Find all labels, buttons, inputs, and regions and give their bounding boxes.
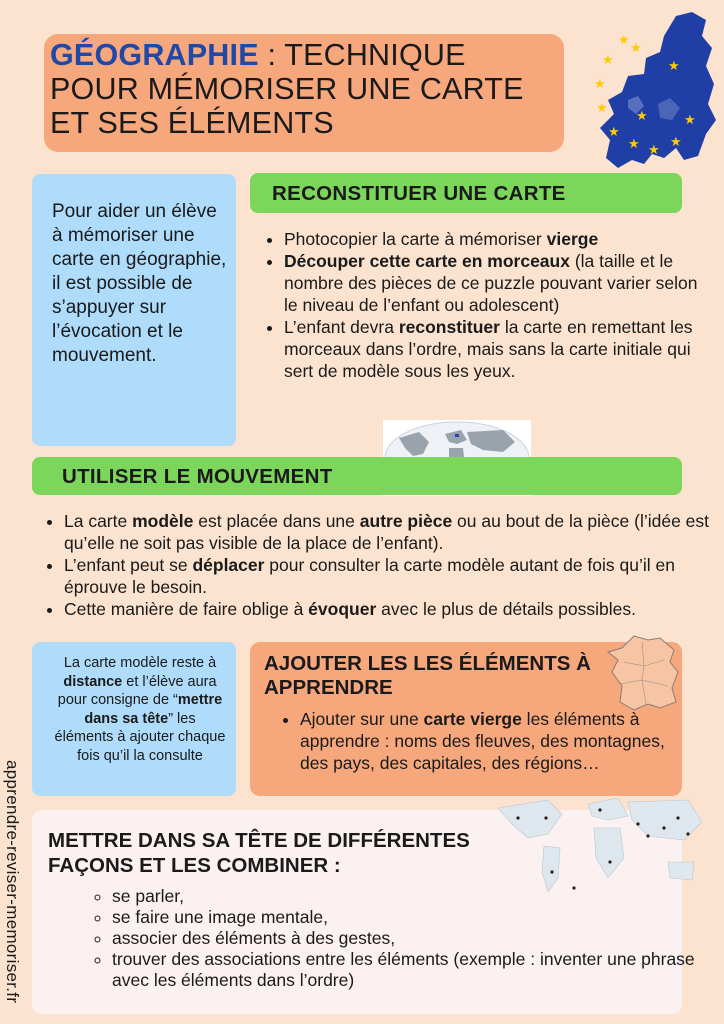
svg-text:★: ★ (596, 101, 608, 116)
france-map-image (604, 632, 686, 714)
list-item: • L’enfant peut se déplacer pour consulter la carte modèle autant de fois qu’il en éprouve le besoin. (64, 554, 724, 598)
svg-text:★: ★ (648, 143, 660, 158)
section2-list (42, 510, 724, 620)
section1-list (262, 228, 714, 382)
page-title (50, 38, 570, 140)
section1-header (250, 173, 682, 213)
list-item: • La carte modèle est placée dans une autre pièce ou au bout de la pièce (l’idée est qu’elle ne soit pas visible de la place de l’enfant). (64, 510, 724, 554)
section4-heading: METTRE DANS SA TÊTE DE DIFFÉRENTES FAÇONS ET LES COMBINER : (48, 829, 470, 877)
list-item: ◦ associer des éléments à des gestes, (112, 928, 702, 949)
svg-text:★: ★ (668, 59, 680, 74)
svg-text:★: ★ (602, 53, 614, 68)
svg-text:★: ★ (618, 33, 630, 48)
list-item: ◦ se parler, (112, 886, 702, 907)
section2-heading: UTILISER LE MOUVEMENT (62, 465, 333, 488)
note-text: La carte modèle reste à distance et l’élève aura pour consigne de “mettre dans sa tête” les éléments à ajouter chaque fois qu’il la consulte (54, 655, 226, 764)
list-item: • Découper cette carte en morceaux (la taille et le nombre des pièces de ce puzzle pouvant varier selon le niveau de l’enfant ou adolescent) (284, 250, 714, 316)
europe-map-image (588, 8, 722, 173)
title-accent: GÉOGRAPHIE (50, 38, 259, 72)
website-label: apprendre-reviser-memoriser.fr (3, 760, 22, 1004)
list-item: ◦ trouver des associations entre les éléments (exemple : inventer une phrase avec les éléments dans l’ordre) (112, 949, 702, 991)
list-item: • L’enfant devra reconstituer la carte en remettant les morceaux dans l’ordre, mais sans la carte initiale qui sert de modèle sous les yeux. (284, 316, 714, 382)
svg-text:★: ★ (628, 137, 640, 152)
section3-list (278, 708, 690, 774)
svg-text:★: ★ (594, 77, 606, 92)
note-box (32, 642, 236, 796)
world-map-dots-image (488, 788, 712, 906)
title-rest: : TECHNIQUE (258, 38, 466, 72)
svg-text:★: ★ (630, 41, 642, 56)
section3-heading: AJOUTER LES LES ÉLÉMENTS À APPRENDRE (264, 652, 591, 699)
svg-text:★: ★ (684, 113, 696, 128)
list-item: ◦ se faire une image mentale, (112, 907, 702, 928)
svg-text:★: ★ (608, 125, 620, 140)
list-item: • Ajouter sur une carte vierge les éléments à apprendre : noms des fleuves, des montagnes, des pays, des capitales, des régions… (300, 708, 690, 774)
title-line3: ET SES ÉLÉMENTS (50, 106, 334, 140)
list-item: • Cette manière de faire oblige à évoquer avec le plus de détails possibles. (64, 598, 724, 620)
list-item: • Photocopier la carte à mémoriser vierge (284, 228, 714, 250)
svg-text:★: ★ (636, 109, 648, 124)
section1-heading: RECONSTITUER UNE CARTE (272, 182, 566, 205)
intro-box (32, 174, 236, 446)
intro-text: Pour aider un élève à mémoriser une carte en géographie, il est possible de s’appuyer sur l’évocation et le mouvement. (52, 201, 227, 366)
svg-text:★: ★ (670, 135, 682, 150)
title-line2: POUR MÉMORISER UNE CARTE (50, 72, 524, 106)
section2-header (32, 457, 682, 495)
